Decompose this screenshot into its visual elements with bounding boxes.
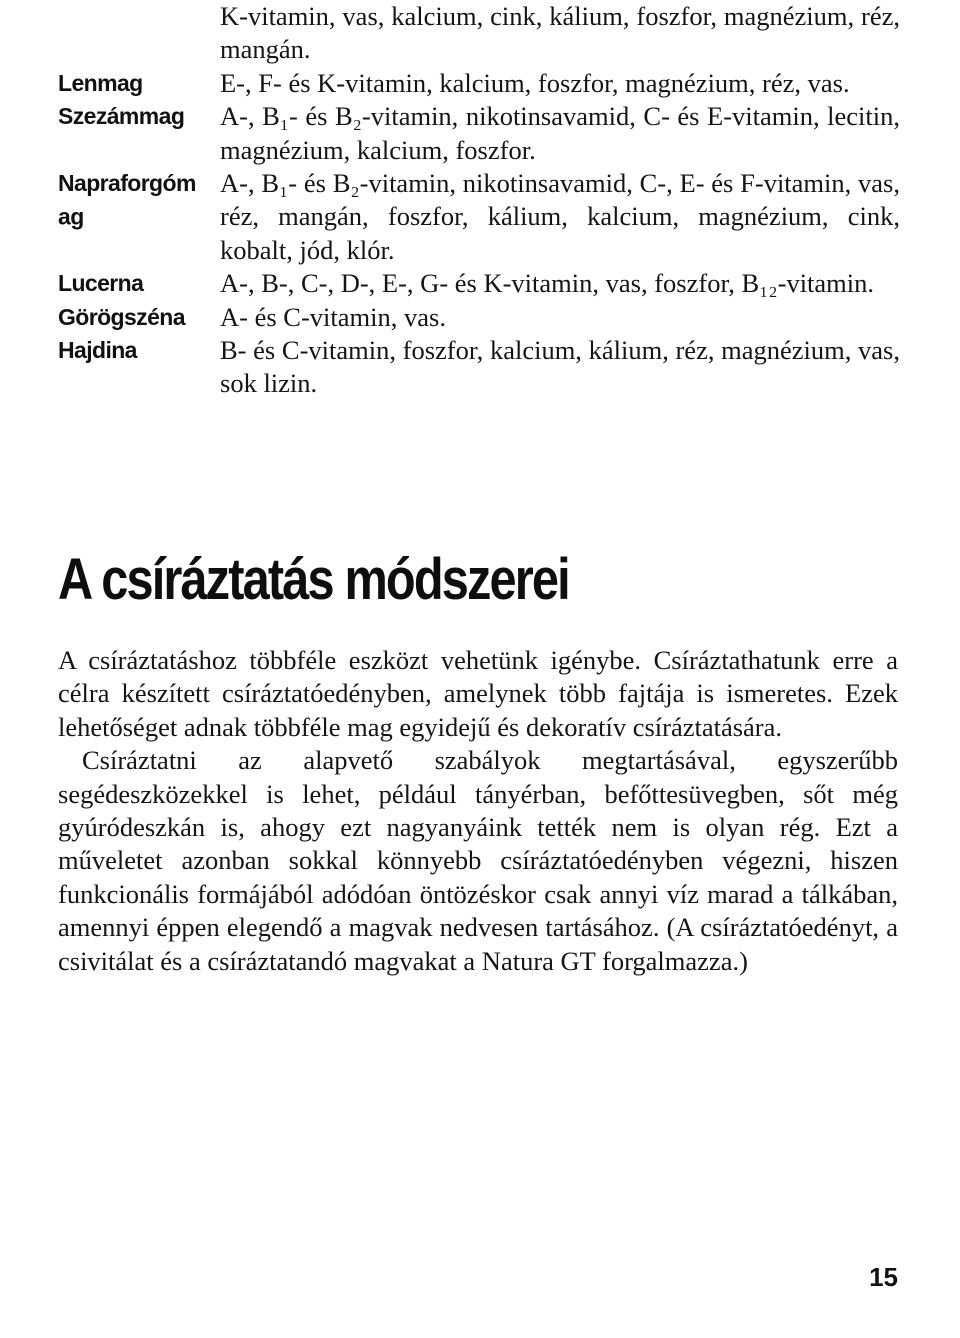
nutrient-list: E-, F- és K-vitamin, kalcium, foszfor, magnézium, réz, vas. <box>220 67 850 98</box>
section-body <box>58 644 898 978</box>
page-number: 15 <box>869 1262 898 1292</box>
paragraph: A csíráztatáshoz többféle eszközt vehetünk igénybe. Csíráztathatunk erre a célra készített csíráztatóedényben, amelynek több fajtája is ismeretes. Ezek lehetőséget adnak többféle mag egyidejű és dekoratív csíráztatására. <box>58 645 898 742</box>
seed-name: Lucerna <box>58 269 144 297</box>
nutrient-row <box>58 167 906 267</box>
nutrient-list: K-vitamin, vas, kalcium, cink, kálium, foszfor, magnézium, réz, mangán. <box>220 1 900 65</box>
paragraph: Csíráztatni az alapvető szabályok megtartásával, egyszerűbb segédeszközekkel is lehet, például tányérban, befőttesüvegben, sőt még gyúródeszkán is, ahogy ezt nagyanyáink tették nem is olyan rég. Ezt a műveletet azonban sokkal könnyebb csíráztatóedényben végezni, hiszen funkcionális formájából adódóan öntözéskor csak annyi víz marad a tálkában, amennyi éppen elegendő a magvak nedvesen tartásához. (A csíráztatóedényt, a csivitálat és a csíráztatandó magvakat a Natura GT forgalmazza.) <box>58 745 898 976</box>
nutrient-list: A-, B₁- és B₂-vitamin, nikotinsavamid, C- és E-vitamin, lecitin, magnézium, kalcium, foszfor. <box>220 101 900 165</box>
nutrient-row <box>58 100 906 167</box>
seed-name: Lenmag <box>58 69 143 97</box>
seed-name: Szezámmag <box>58 102 185 130</box>
nutrient-list: A-, B-, C-, D-, E-, G- és K-vitamin, vas, foszfor, B₁₂-vitamin. <box>220 268 875 299</box>
nutrient-row <box>58 334 906 401</box>
nutrient-row <box>58 0 906 67</box>
nutrient-list: A-, B₁- és B₂-vitamin, nikotinsavamid, C-, E- és F-vitamin, vas, réz, mangán, foszfor, kálium, kalcium, magnézium, cink, kobalt, jód, klór. <box>220 168 900 265</box>
nutrient-row <box>58 301 906 334</box>
nutrient-table <box>58 0 906 401</box>
section-title: A csíráztatás módszerei <box>58 547 569 612</box>
nutrient-list: A- és C-vitamin, vas. <box>220 301 446 332</box>
seed-name: Napraforgómag <box>58 169 196 231</box>
nutrient-row <box>58 67 906 100</box>
nutrient-list: B- és C-vitamin, foszfor, kalcium, kálium, réz, magnézium, vas, sok lizin. <box>220 335 900 399</box>
nutrient-row <box>58 267 906 300</box>
seed-name: Hajdina <box>58 336 137 364</box>
seed-name: Görögszéna <box>58 303 185 330</box>
